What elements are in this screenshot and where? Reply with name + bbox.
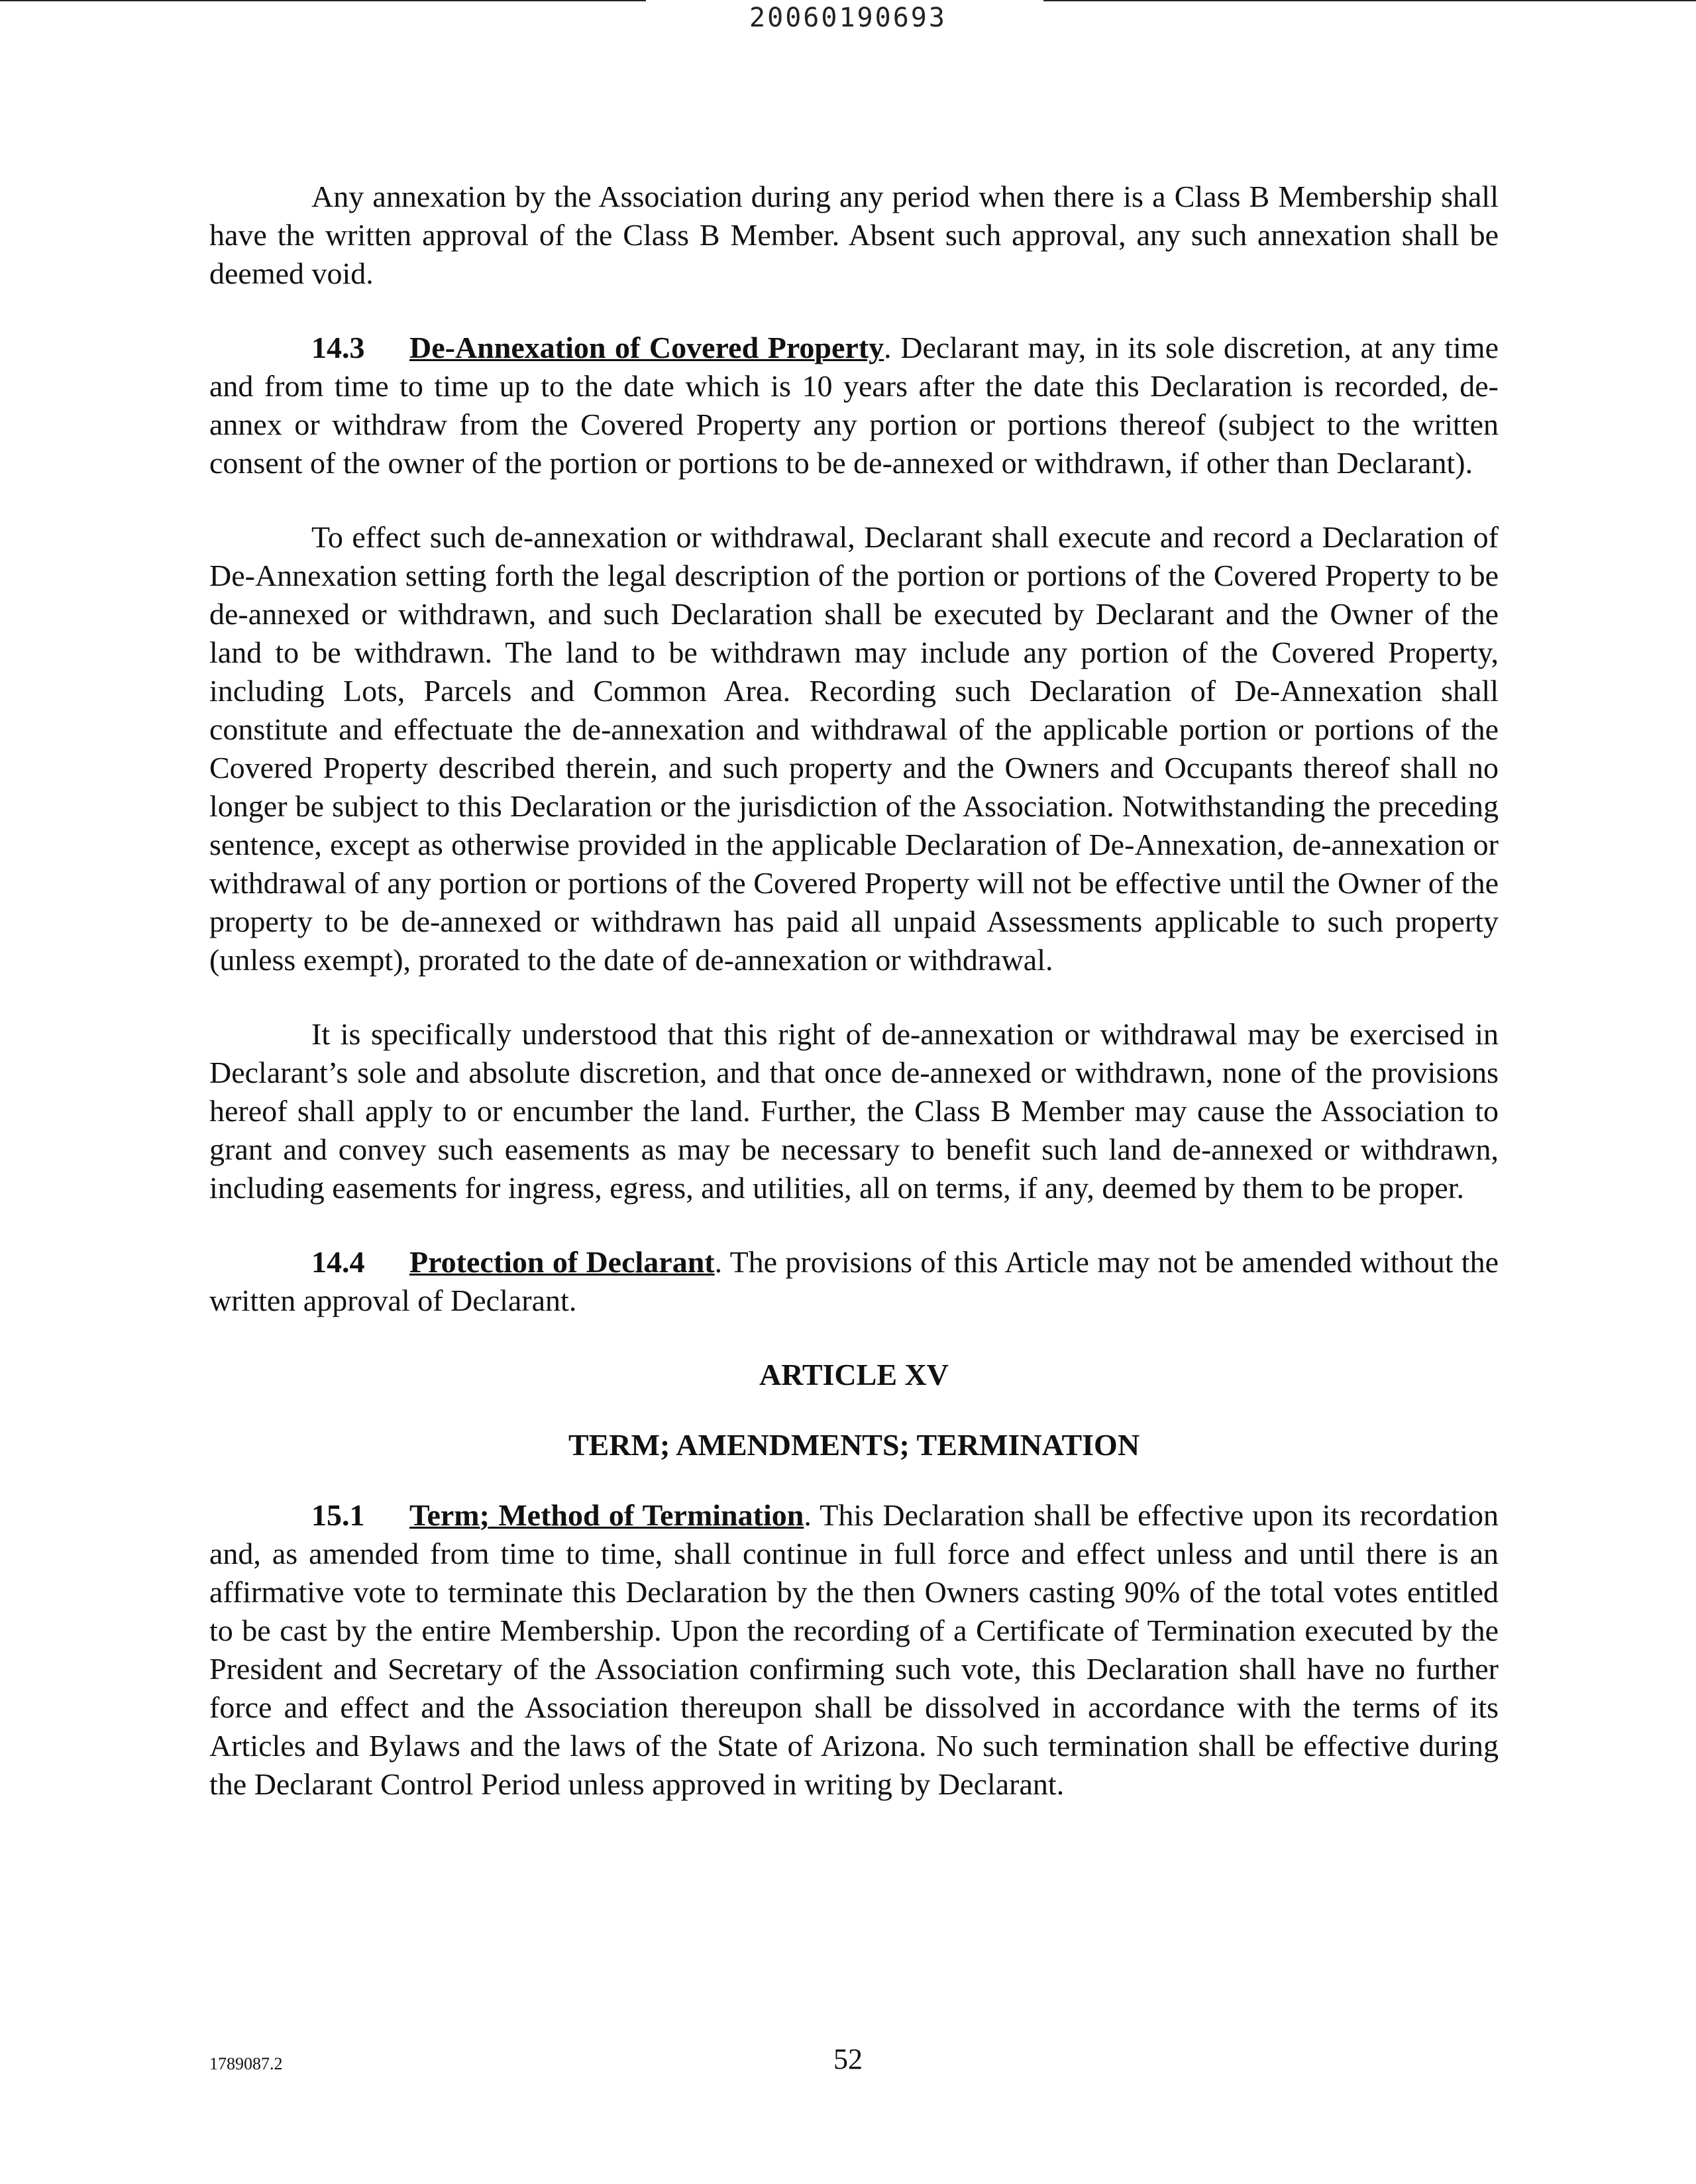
section-title: Protection of Declarant bbox=[409, 1245, 715, 1279]
section-text: . This Declaration shall be effective upon its recordation and, as amended from time to time, shall continue in full force and effect unless and until there is an affirmative vote to terminate this Declaration by the then Owners casting 90% of the total votes entitled to be cast by the entire Membership. Upon the recording of a Certificate of Termination executed by the President and Secretary of the Association confirming such vote, this Declaration shall have no further force and effect and the Association thereupon shall be dissolved in accordance with the terms of its Articles and Bylaws and the laws of the State of Arizona. No such termination shall be effective during the Declarant Control Period unless approved in writing by Declarant. bbox=[209, 1498, 1499, 1801]
paragraph-annexation-approval: Any annexation by the Association during any period when there is a Class B Membership shall have the written approval of the Class B Member. Absent such approval, any such annexation shall be deemed void. bbox=[209, 180, 1499, 290]
document-body bbox=[209, 178, 1499, 1839]
article-heading: ARTICLE XV bbox=[759, 1358, 949, 1392]
top-rule-right bbox=[1043, 0, 1696, 1]
section-text: . The provisions of this Article may not be amended without the written approval of Declarant. bbox=[209, 1245, 1499, 1317]
section-title: Term; Method of Termination bbox=[409, 1498, 804, 1532]
document-number: 20060190693 bbox=[749, 3, 947, 33]
footer-document-id: 1789087.2 bbox=[209, 2054, 283, 2073]
page-number: 52 bbox=[833, 2043, 863, 2075]
section-14-4 bbox=[209, 1243, 1499, 1320]
section-number: 14.4 bbox=[311, 1245, 365, 1279]
paragraph-deannexation-discretion: It is specifically understood that this right of de-annexation or withdrawal may be exercised in Declarant’s sole and absolute discretion, and that once de-annexed or withdrawn, none of the provisions hereof shall apply to or encumber the land. Further, the Class B Member may cause the Association to grant and convey such easements as may be necessary to benefit such land de-annexed or withdrawn, including easements for ingress, egress, and utilities, all on terms, if any, deemed by them to be proper. bbox=[209, 1017, 1499, 1205]
section-15-1 bbox=[209, 1496, 1499, 1804]
section-number: 15.1 bbox=[311, 1498, 365, 1532]
article-title: TERM; AMENDMENTS; TERMINATION bbox=[568, 1428, 1140, 1462]
section-number: 14.3 bbox=[311, 331, 365, 364]
section-14-3 bbox=[209, 329, 1499, 482]
paragraph-deannexation-procedure: To effect such de-annexation or withdrawal, Declarant shall execute and record a Declaration of De-Annexation setting forth the legal description of the portion or portions of the Covered Property to be de-annexed or withdrawn, and such Declaration shall be executed by Declarant and the Owner of the land to be withdrawn. The land to be withdrawn may include any portion of the Covered Property, including Lots, Parcels and Common Area. Recording such Declaration of De-Annexation shall constitute and effectuate the de-annexation and withdrawal of the applicable portion or portions of the Covered Property described therein, and such property and the Owners and Occupants thereof shall no longer be subject to this Declaration or the jurisdiction of the Association. Notwithstanding the preceding sentence, except as otherwise provided in the applicable Declaration of De-Annexation, de-annexation or withdrawal of any portion or portions of the Covered Property will not be effective until the Owner of the property to be de-annexed or withdrawn has paid all unpaid Assessments applicable to such property (unless exempt), prorated to the date of de-annexation or withdrawal. bbox=[209, 520, 1499, 977]
section-title: De-Annexation of Covered Property bbox=[409, 331, 884, 364]
section-text: . Declarant may, in its sole discretion, at any time and from time to time up to the date which is 10 years after the date this Declaration is recorded, de-annex or withdraw from the Covered Property any portion or portions thereof (subject to the written consent of the owner of the portion or portions to be de-annexed or withdrawn, if other than Declarant). bbox=[209, 331, 1499, 480]
top-rule-left bbox=[0, 0, 646, 1]
